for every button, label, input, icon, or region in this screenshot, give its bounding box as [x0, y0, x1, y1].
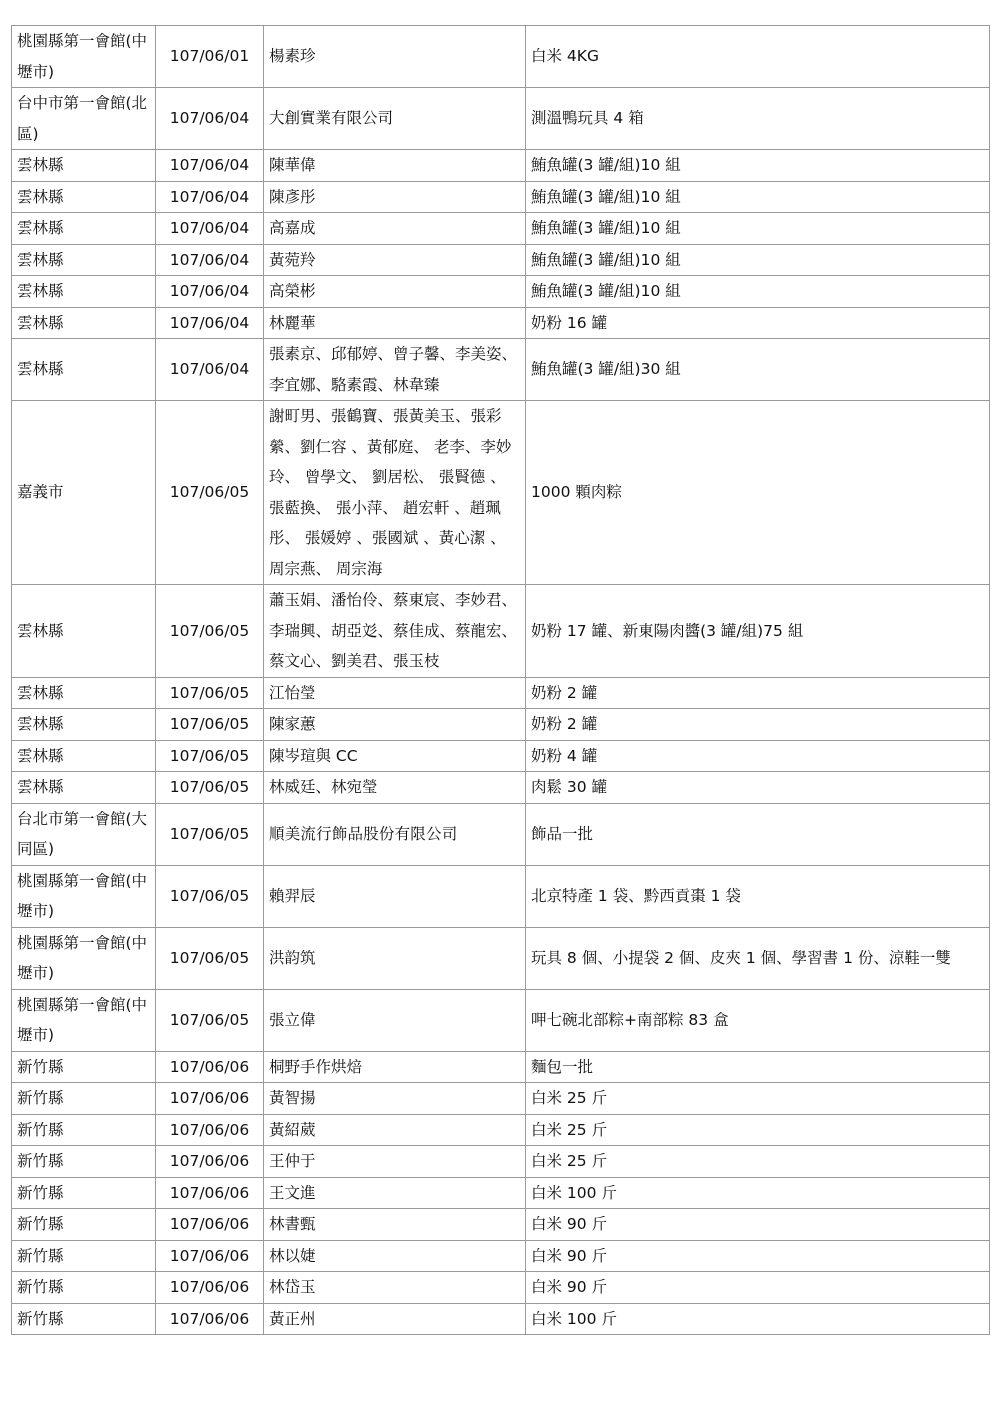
donor-cell: 高榮彬	[264, 276, 526, 308]
table-row	[12, 803, 990, 865]
donor-cell: 高嘉成	[264, 213, 526, 245]
date-cell: 107/06/04	[156, 244, 264, 276]
date-cell: 107/06/06	[156, 1083, 264, 1115]
donor-cell: 洪韵筑	[264, 927, 526, 989]
unit-cell: 雲林縣	[12, 150, 156, 182]
unit-cell: 雲林縣	[12, 709, 156, 741]
items-cell: 呷七碗北部粽+南部粽 83 盒	[526, 989, 990, 1051]
donor-cell: 陳家蕙	[264, 709, 526, 741]
donor-cell: 陳華偉	[264, 150, 526, 182]
donor-cell: 楊素珍	[264, 26, 526, 88]
table-row	[12, 244, 990, 276]
table-row	[12, 1051, 990, 1083]
items-cell: 白米 100 斤	[526, 1303, 990, 1335]
unit-cell: 雲林縣	[12, 276, 156, 308]
items-cell: 1000 顆肉粽	[526, 401, 990, 585]
date-cell: 107/06/05	[156, 401, 264, 585]
donation-sheet	[11, 25, 989, 1335]
donor-cell: 黃正州	[264, 1303, 526, 1335]
items-cell: 鮪魚罐(3 罐/組)10 組	[526, 276, 990, 308]
items-cell: 白米 4KG	[526, 26, 990, 88]
date-cell: 107/06/05	[156, 803, 264, 865]
donor-cell: 陳彥彤	[264, 181, 526, 213]
table-row	[12, 1272, 990, 1304]
date-cell: 107/06/05	[156, 585, 264, 678]
unit-cell: 桃園縣第一會館(中壢市)	[12, 989, 156, 1051]
date-cell: 107/06/04	[156, 213, 264, 245]
table-row	[12, 677, 990, 709]
table-row	[12, 1240, 990, 1272]
unit-cell: 台中市第一會館(北區)	[12, 88, 156, 150]
donor-cell: 陳岑瑄與 CC	[264, 740, 526, 772]
unit-cell: 新竹縣	[12, 1177, 156, 1209]
unit-cell: 新竹縣	[12, 1303, 156, 1335]
table-row	[12, 585, 990, 678]
table-row	[12, 989, 990, 1051]
date-cell: 107/06/06	[156, 1303, 264, 1335]
unit-cell: 雲林縣	[12, 585, 156, 678]
donor-cell: 黃智揚	[264, 1083, 526, 1115]
unit-cell: 嘉義市	[12, 401, 156, 585]
date-cell: 107/06/06	[156, 1146, 264, 1178]
donor-cell: 大創實業有限公司	[264, 88, 526, 150]
table-row	[12, 181, 990, 213]
date-cell: 107/06/06	[156, 1240, 264, 1272]
items-cell: 白米 90 斤	[526, 1209, 990, 1241]
table-row	[12, 1146, 990, 1178]
donor-cell: 林岱玉	[264, 1272, 526, 1304]
unit-cell: 新竹縣	[12, 1051, 156, 1083]
table-row	[12, 865, 990, 927]
table-row	[12, 772, 990, 804]
table-row	[12, 307, 990, 339]
donation-table	[11, 25, 990, 1335]
unit-cell: 雲林縣	[12, 244, 156, 276]
donor-cell: 黃紹葳	[264, 1114, 526, 1146]
date-cell: 107/06/05	[156, 677, 264, 709]
table-row	[12, 26, 990, 88]
donor-cell: 謝町男、張鶴寶、張黃美玉、張彩縈、劉仁容 、黃郁庭、 老李、李妙玲、 曾學文、 劉居松、 張賢德 、張藍換、 張小萍、 趙宏軒 、趙珮彤、 張媛婷 、張國斌 、黃心潔 、周宗燕、 周宗海	[264, 401, 526, 585]
date-cell: 107/06/04	[156, 276, 264, 308]
items-cell: 奶粉 4 罐	[526, 740, 990, 772]
table-row	[12, 1114, 990, 1146]
table-row	[12, 927, 990, 989]
donor-cell: 林書甄	[264, 1209, 526, 1241]
date-cell: 107/06/05	[156, 927, 264, 989]
items-cell: 白米 25 斤	[526, 1083, 990, 1115]
date-cell: 107/06/06	[156, 1177, 264, 1209]
table-row	[12, 1303, 990, 1335]
unit-cell: 新竹縣	[12, 1272, 156, 1304]
date-cell: 107/06/05	[156, 865, 264, 927]
unit-cell: 雲林縣	[12, 339, 156, 401]
donation-table-body	[12, 26, 990, 1335]
donor-cell: 王文進	[264, 1177, 526, 1209]
donor-cell: 江怡瑩	[264, 677, 526, 709]
unit-cell: 雲林縣	[12, 677, 156, 709]
table-row	[12, 88, 990, 150]
items-cell: 白米 100 斤	[526, 1177, 990, 1209]
items-cell: 麵包一批	[526, 1051, 990, 1083]
items-cell: 鮪魚罐(3 罐/組)30 組	[526, 339, 990, 401]
table-row	[12, 276, 990, 308]
items-cell: 肉鬆 30 罐	[526, 772, 990, 804]
items-cell: 奶粉 17 罐、新東陽肉醬(3 罐/組)75 組	[526, 585, 990, 678]
items-cell: 奶粉 16 罐	[526, 307, 990, 339]
table-row	[12, 339, 990, 401]
items-cell: 鮪魚罐(3 罐/組)10 組	[526, 213, 990, 245]
unit-cell: 雲林縣	[12, 740, 156, 772]
date-cell: 107/06/06	[156, 1209, 264, 1241]
date-cell: 107/06/06	[156, 1272, 264, 1304]
donor-cell: 賴羿辰	[264, 865, 526, 927]
donor-cell: 張立偉	[264, 989, 526, 1051]
unit-cell: 雲林縣	[12, 307, 156, 339]
date-cell: 107/06/04	[156, 150, 264, 182]
unit-cell: 新竹縣	[12, 1209, 156, 1241]
date-cell: 107/06/04	[156, 88, 264, 150]
date-cell: 107/06/01	[156, 26, 264, 88]
unit-cell: 雲林縣	[12, 772, 156, 804]
date-cell: 107/06/04	[156, 307, 264, 339]
unit-cell: 桃園縣第一會館(中壢市)	[12, 865, 156, 927]
table-row	[12, 401, 990, 585]
table-row	[12, 1083, 990, 1115]
donor-cell: 林威廷、林宛瑩	[264, 772, 526, 804]
date-cell: 107/06/04	[156, 181, 264, 213]
date-cell: 107/06/05	[156, 709, 264, 741]
date-cell: 107/06/05	[156, 989, 264, 1051]
unit-cell: 雲林縣	[12, 181, 156, 213]
items-cell: 奶粉 2 罐	[526, 677, 990, 709]
unit-cell: 新竹縣	[12, 1083, 156, 1115]
items-cell: 白米 25 斤	[526, 1114, 990, 1146]
donor-cell: 張素京、邱郁婷、曾子馨、李美姿、李宜娜、駱素霞、林韋臻	[264, 339, 526, 401]
date-cell: 107/06/06	[156, 1114, 264, 1146]
table-row	[12, 1209, 990, 1241]
date-cell: 107/06/04	[156, 339, 264, 401]
items-cell: 鮪魚罐(3 罐/組)10 組	[526, 181, 990, 213]
items-cell: 白米 90 斤	[526, 1240, 990, 1272]
donor-cell: 桐野手作烘焙	[264, 1051, 526, 1083]
items-cell: 白米 90 斤	[526, 1272, 990, 1304]
donor-cell: 林麗華	[264, 307, 526, 339]
donor-cell: 黃菀羚	[264, 244, 526, 276]
donor-cell: 順美流行飾品股份有限公司	[264, 803, 526, 865]
items-cell: 鮪魚罐(3 罐/組)10 組	[526, 244, 990, 276]
unit-cell: 雲林縣	[12, 213, 156, 245]
items-cell: 玩具 8 個、小提袋 2 個、皮夾 1 個、學習書 1 份、涼鞋一雙	[526, 927, 990, 989]
table-row	[12, 150, 990, 182]
date-cell: 107/06/06	[156, 1051, 264, 1083]
items-cell: 飾品一批	[526, 803, 990, 865]
unit-cell: 桃園縣第一會館(中壢市)	[12, 927, 156, 989]
donor-cell: 王仲于	[264, 1146, 526, 1178]
items-cell: 鮪魚罐(3 罐/組)10 組	[526, 150, 990, 182]
table-row	[12, 213, 990, 245]
unit-cell: 台北市第一會館(大同區)	[12, 803, 156, 865]
unit-cell: 新竹縣	[12, 1240, 156, 1272]
date-cell: 107/06/05	[156, 740, 264, 772]
table-row	[12, 740, 990, 772]
items-cell: 奶粉 2 罐	[526, 709, 990, 741]
items-cell: 測溫鴨玩具 4 箱	[526, 88, 990, 150]
items-cell: 白米 25 斤	[526, 1146, 990, 1178]
unit-cell: 桃園縣第一會館(中壢市)	[12, 26, 156, 88]
donor-cell: 林以婕	[264, 1240, 526, 1272]
items-cell: 北京特產 1 袋、黔西貢棗 1 袋	[526, 865, 990, 927]
table-row	[12, 709, 990, 741]
donor-cell: 蕭玉娟、潘怡伶、蔡東宸、李妙君、李瑞興、胡亞彣、蔡佳成、蔡龍宏、蔡文心、劉美君、張玉枝	[264, 585, 526, 678]
unit-cell: 新竹縣	[12, 1114, 156, 1146]
table-row	[12, 1177, 990, 1209]
unit-cell: 新竹縣	[12, 1146, 156, 1178]
date-cell: 107/06/05	[156, 772, 264, 804]
